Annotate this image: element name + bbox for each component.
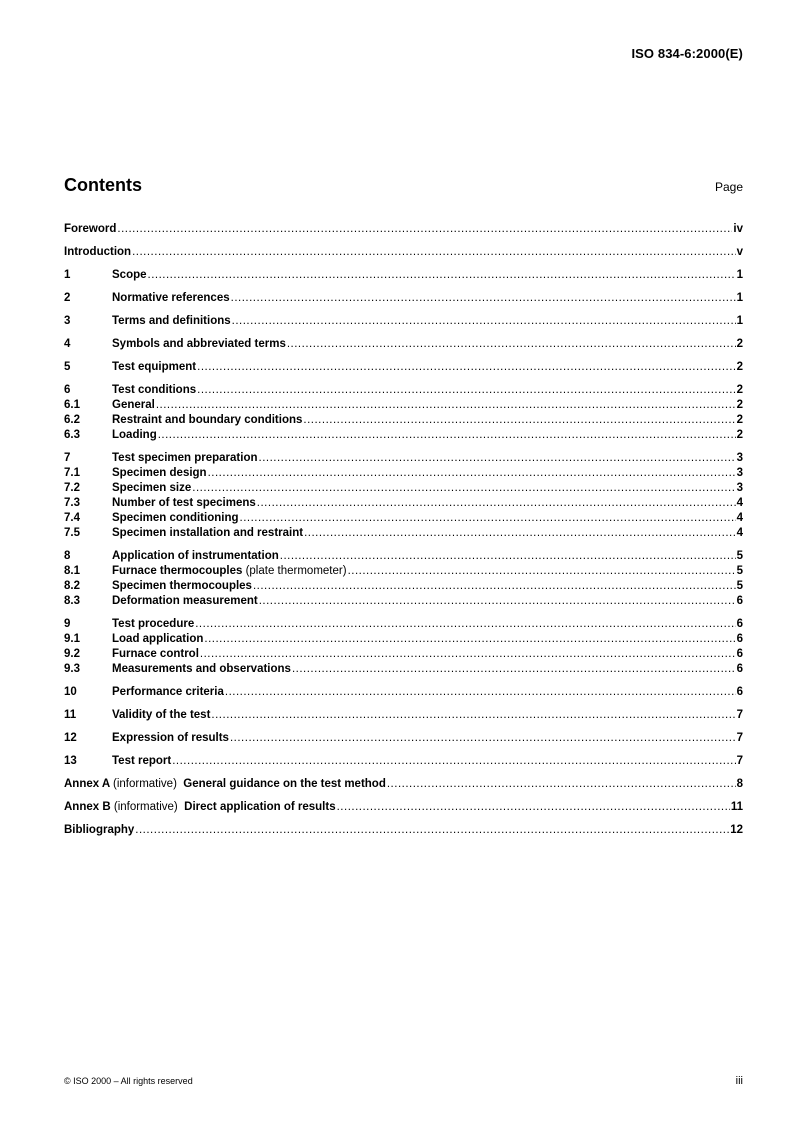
toc-entry-title (64, 777, 386, 792)
toc-entry-title: Validity of the test (112, 709, 211, 721)
annex-title: General guidance on the test method (183, 778, 386, 790)
toc-entry-title: Bibliography (64, 824, 135, 836)
toc-entry-11[interactable] (64, 708, 743, 723)
toc-leader-dots (225, 685, 736, 700)
toc-entry-title: Specimen conditioning (112, 512, 239, 524)
toc-leader-dots (259, 594, 736, 609)
toc-leader-dots (303, 413, 735, 428)
toc-entry-title: Number of test specimens (112, 497, 256, 509)
toc-entry-8-1[interactable] (64, 564, 743, 579)
toc-entry-page: 1 (736, 315, 743, 327)
toc-entry-8-2[interactable] (64, 579, 743, 594)
toc-entry-3[interactable] (64, 314, 743, 329)
toc-entry-8-3[interactable] (64, 594, 743, 609)
toc-entry-8[interactable] (64, 549, 743, 564)
toc-entry-9-1[interactable] (64, 632, 743, 647)
toc-entry-4[interactable] (64, 337, 743, 352)
toc-entry-5[interactable] (64, 360, 743, 375)
annex-title: Direct application of results (184, 801, 336, 813)
toc-entry-number: 8 (64, 550, 71, 562)
toc-entry-page: 6 (736, 686, 743, 698)
toc-leader-dots (197, 360, 735, 375)
document-identifier: ISO 834-6:2000(E) (631, 46, 743, 61)
toc-entry-page: 6 (736, 595, 743, 607)
page-column-label: Page (714, 180, 743, 194)
toc-entry-title: Scope (112, 269, 147, 281)
toc-entry-title: Restraint and boundary conditions (112, 414, 303, 426)
toc-entry-page: 12 (730, 824, 743, 836)
toc-leader-dots (337, 800, 730, 815)
toc-entry-number: 9.2 (64, 648, 80, 660)
toc-entry-title: Test conditions (112, 384, 197, 396)
page-number: iii (735, 1075, 743, 1087)
toc-entry-title: Symbols and abbreviated terms (112, 338, 286, 350)
toc-entry-title: Test equipment (112, 361, 197, 373)
toc-entry-annex-a[interactable] (64, 777, 743, 792)
toc-entry-7-4[interactable] (64, 511, 743, 526)
toc-entry-annex-b[interactable] (64, 800, 743, 815)
toc-leader-dots (211, 708, 735, 723)
toc-entry-number: 10 (64, 686, 77, 698)
toc-leader-dots (230, 731, 736, 746)
annex-type: (informative) (113, 778, 177, 790)
toc-entry-title: Measurements and observations (112, 663, 291, 675)
toc-entry-note: (plate thermometer) (245, 565, 347, 577)
toc-entry-number: 5 (64, 361, 71, 373)
toc-entry-title (112, 564, 347, 579)
toc-entry-number: 6.3 (64, 429, 80, 441)
toc-entry-page: 3 (736, 452, 743, 464)
toc-entry-number: 9 (64, 618, 71, 630)
toc-entry-13[interactable] (64, 754, 743, 769)
toc-entry-page: v (736, 246, 743, 258)
contents-header (64, 175, 743, 199)
toc-leader-dots (195, 617, 735, 632)
toc-leader-dots (253, 579, 736, 594)
toc-entry-6-2[interactable] (64, 413, 743, 428)
toc-leader-dots (387, 777, 736, 792)
toc-entry-page: 4 (736, 527, 743, 539)
toc-entry-number: 8.3 (64, 595, 80, 607)
toc-entry-number: 6.2 (64, 414, 80, 426)
toc-entry-number: 4 (64, 338, 71, 350)
toc-entry-number: 3 (64, 315, 71, 327)
toc-entry-title: Loading (112, 429, 157, 441)
toc-entry-7[interactable] (64, 451, 743, 466)
toc-entry-title-text: Furnace thermocouples (112, 565, 243, 577)
toc-entry-page: 5 (736, 580, 743, 592)
toc-entry-title: Introduction (64, 246, 132, 258)
toc-entry-page: 3 (736, 482, 743, 494)
toc-leader-dots (172, 754, 735, 769)
toc-entry-number: 7.2 (64, 482, 80, 494)
toc-entry-7-3[interactable] (64, 496, 743, 511)
toc-entry-6-3[interactable] (64, 428, 743, 443)
toc-entry-page: 6 (736, 633, 743, 645)
toc-entry-page: 2 (736, 361, 743, 373)
toc-entry-title: General (112, 399, 155, 411)
toc-entry-number: 12 (64, 732, 77, 744)
toc-entry-bibliography[interactable] (64, 823, 743, 838)
toc-entry-title: Expression of results (112, 732, 229, 744)
toc-entry-foreword[interactable] (64, 222, 743, 237)
toc-leader-dots (158, 428, 736, 443)
toc-entry-number: 8.1 (64, 565, 80, 577)
toc-entry-page: 7 (736, 732, 743, 744)
toc-leader-dots (148, 268, 736, 283)
toc-entry-page: 6 (736, 663, 743, 675)
table-of-contents (64, 222, 743, 838)
toc-leader-dots (117, 222, 732, 237)
toc-leader-dots (304, 526, 736, 541)
contents-title: Contents (64, 175, 142, 195)
toc-leader-dots (135, 823, 729, 838)
toc-leader-dots (156, 398, 736, 413)
toc-entry-introduction[interactable] (64, 245, 743, 260)
toc-entry-title: Specimen size (112, 482, 192, 494)
toc-leader-dots (259, 451, 736, 466)
toc-entry-number: 13 (64, 755, 77, 767)
toc-entry-page: 3 (736, 467, 743, 479)
toc-entry-page: 2 (736, 399, 743, 411)
toc-entry-2[interactable] (64, 291, 743, 306)
toc-entry-title: Specimen design (112, 467, 207, 479)
toc-entry-title: Test report (112, 755, 172, 767)
toc-entry-title: Foreword (64, 223, 117, 235)
toc-entry-number: 9.1 (64, 633, 80, 645)
toc-entry-title: Specimen installation and restraint (112, 527, 304, 539)
toc-entry-number: 9.3 (64, 663, 80, 675)
toc-entry-7-2[interactable] (64, 481, 743, 496)
toc-entry-number: 7.4 (64, 512, 80, 524)
toc-entry-page: 6 (736, 618, 743, 630)
toc-entry-7-5[interactable] (64, 526, 743, 541)
toc-entry-title: Test specimen preparation (112, 452, 258, 464)
toc-entry-10[interactable] (64, 685, 743, 700)
toc-leader-dots (257, 496, 736, 511)
toc-entry-number: 7.1 (64, 467, 80, 479)
toc-entry-title: Furnace control (112, 648, 199, 660)
toc-entry-title: Test procedure (112, 618, 195, 630)
toc-leader-dots (292, 662, 736, 677)
annex-label: Annex A (64, 778, 110, 790)
toc-entry-7-1[interactable] (64, 466, 743, 481)
toc-entry-page: 4 (736, 512, 743, 524)
toc-leader-dots (192, 481, 735, 496)
toc-entry-1[interactable] (64, 268, 743, 283)
toc-entry-number: 7.3 (64, 497, 80, 509)
toc-entry-number: 1 (64, 269, 71, 281)
toc-entry-6[interactable] (64, 383, 743, 398)
toc-entry-page: 7 (736, 755, 743, 767)
toc-entry-page: 2 (736, 414, 743, 426)
toc-entry-page: 8 (736, 778, 743, 790)
toc-entry-page: 7 (736, 709, 743, 721)
toc-leader-dots (231, 291, 736, 306)
toc-entry-page: 5 (736, 565, 743, 577)
toc-entry-title: Application of instrumentation (112, 550, 279, 562)
toc-leader-dots (197, 383, 735, 398)
toc-entry-page: iv (733, 223, 743, 235)
toc-leader-dots (287, 337, 736, 352)
toc-entry-page: 1 (736, 292, 743, 304)
toc-entry-6-1[interactable] (64, 398, 743, 413)
toc-entry-title: Specimen thermocouples (112, 580, 252, 592)
toc-entry-number: 7.5 (64, 527, 80, 539)
toc-entry-9[interactable] (64, 617, 743, 632)
annex-label: Annex B (64, 801, 111, 813)
toc-leader-dots (204, 632, 735, 647)
toc-entry-page: 1 (736, 269, 743, 281)
toc-leader-dots (208, 466, 736, 481)
toc-entry-page: 2 (736, 429, 743, 441)
toc-entry-9-3[interactable] (64, 662, 743, 677)
toc-entry-number: 7 (64, 452, 71, 464)
toc-leader-dots (240, 511, 736, 526)
toc-entry-9-2[interactable] (64, 647, 743, 662)
toc-entry-number: 8.2 (64, 580, 80, 592)
toc-entry-title: Normative references (112, 292, 230, 304)
toc-entry-12[interactable] (64, 731, 743, 746)
toc-entry-page: 4 (736, 497, 743, 509)
toc-entry-number: 2 (64, 292, 71, 304)
toc-entry-page: 5 (736, 550, 743, 562)
toc-entry-number: 11 (64, 709, 77, 721)
toc-entry-title: Deformation measurement (112, 595, 258, 607)
copyright-notice: © ISO 2000 – All rights reserved (64, 1076, 193, 1086)
toc-entry-page: 6 (736, 648, 743, 660)
toc-entry-title: Load application (112, 633, 204, 645)
toc-entry-title: Terms and definitions (112, 315, 231, 327)
toc-entry-title (64, 800, 336, 815)
toc-entry-number: 6 (64, 384, 71, 396)
toc-leader-dots (280, 549, 736, 564)
toc-entry-number: 6.1 (64, 399, 80, 411)
toc-entry-page: 2 (736, 338, 743, 350)
toc-leader-dots (348, 564, 736, 579)
toc-leader-dots (232, 314, 736, 329)
toc-leader-dots (132, 245, 736, 260)
annex-type: (informative) (113, 801, 178, 813)
toc-leader-dots (200, 647, 736, 662)
toc-entry-title: Performance criteria (112, 686, 224, 698)
toc-entry-page: 11 (730, 801, 743, 813)
toc-entry-page: 2 (736, 384, 743, 396)
